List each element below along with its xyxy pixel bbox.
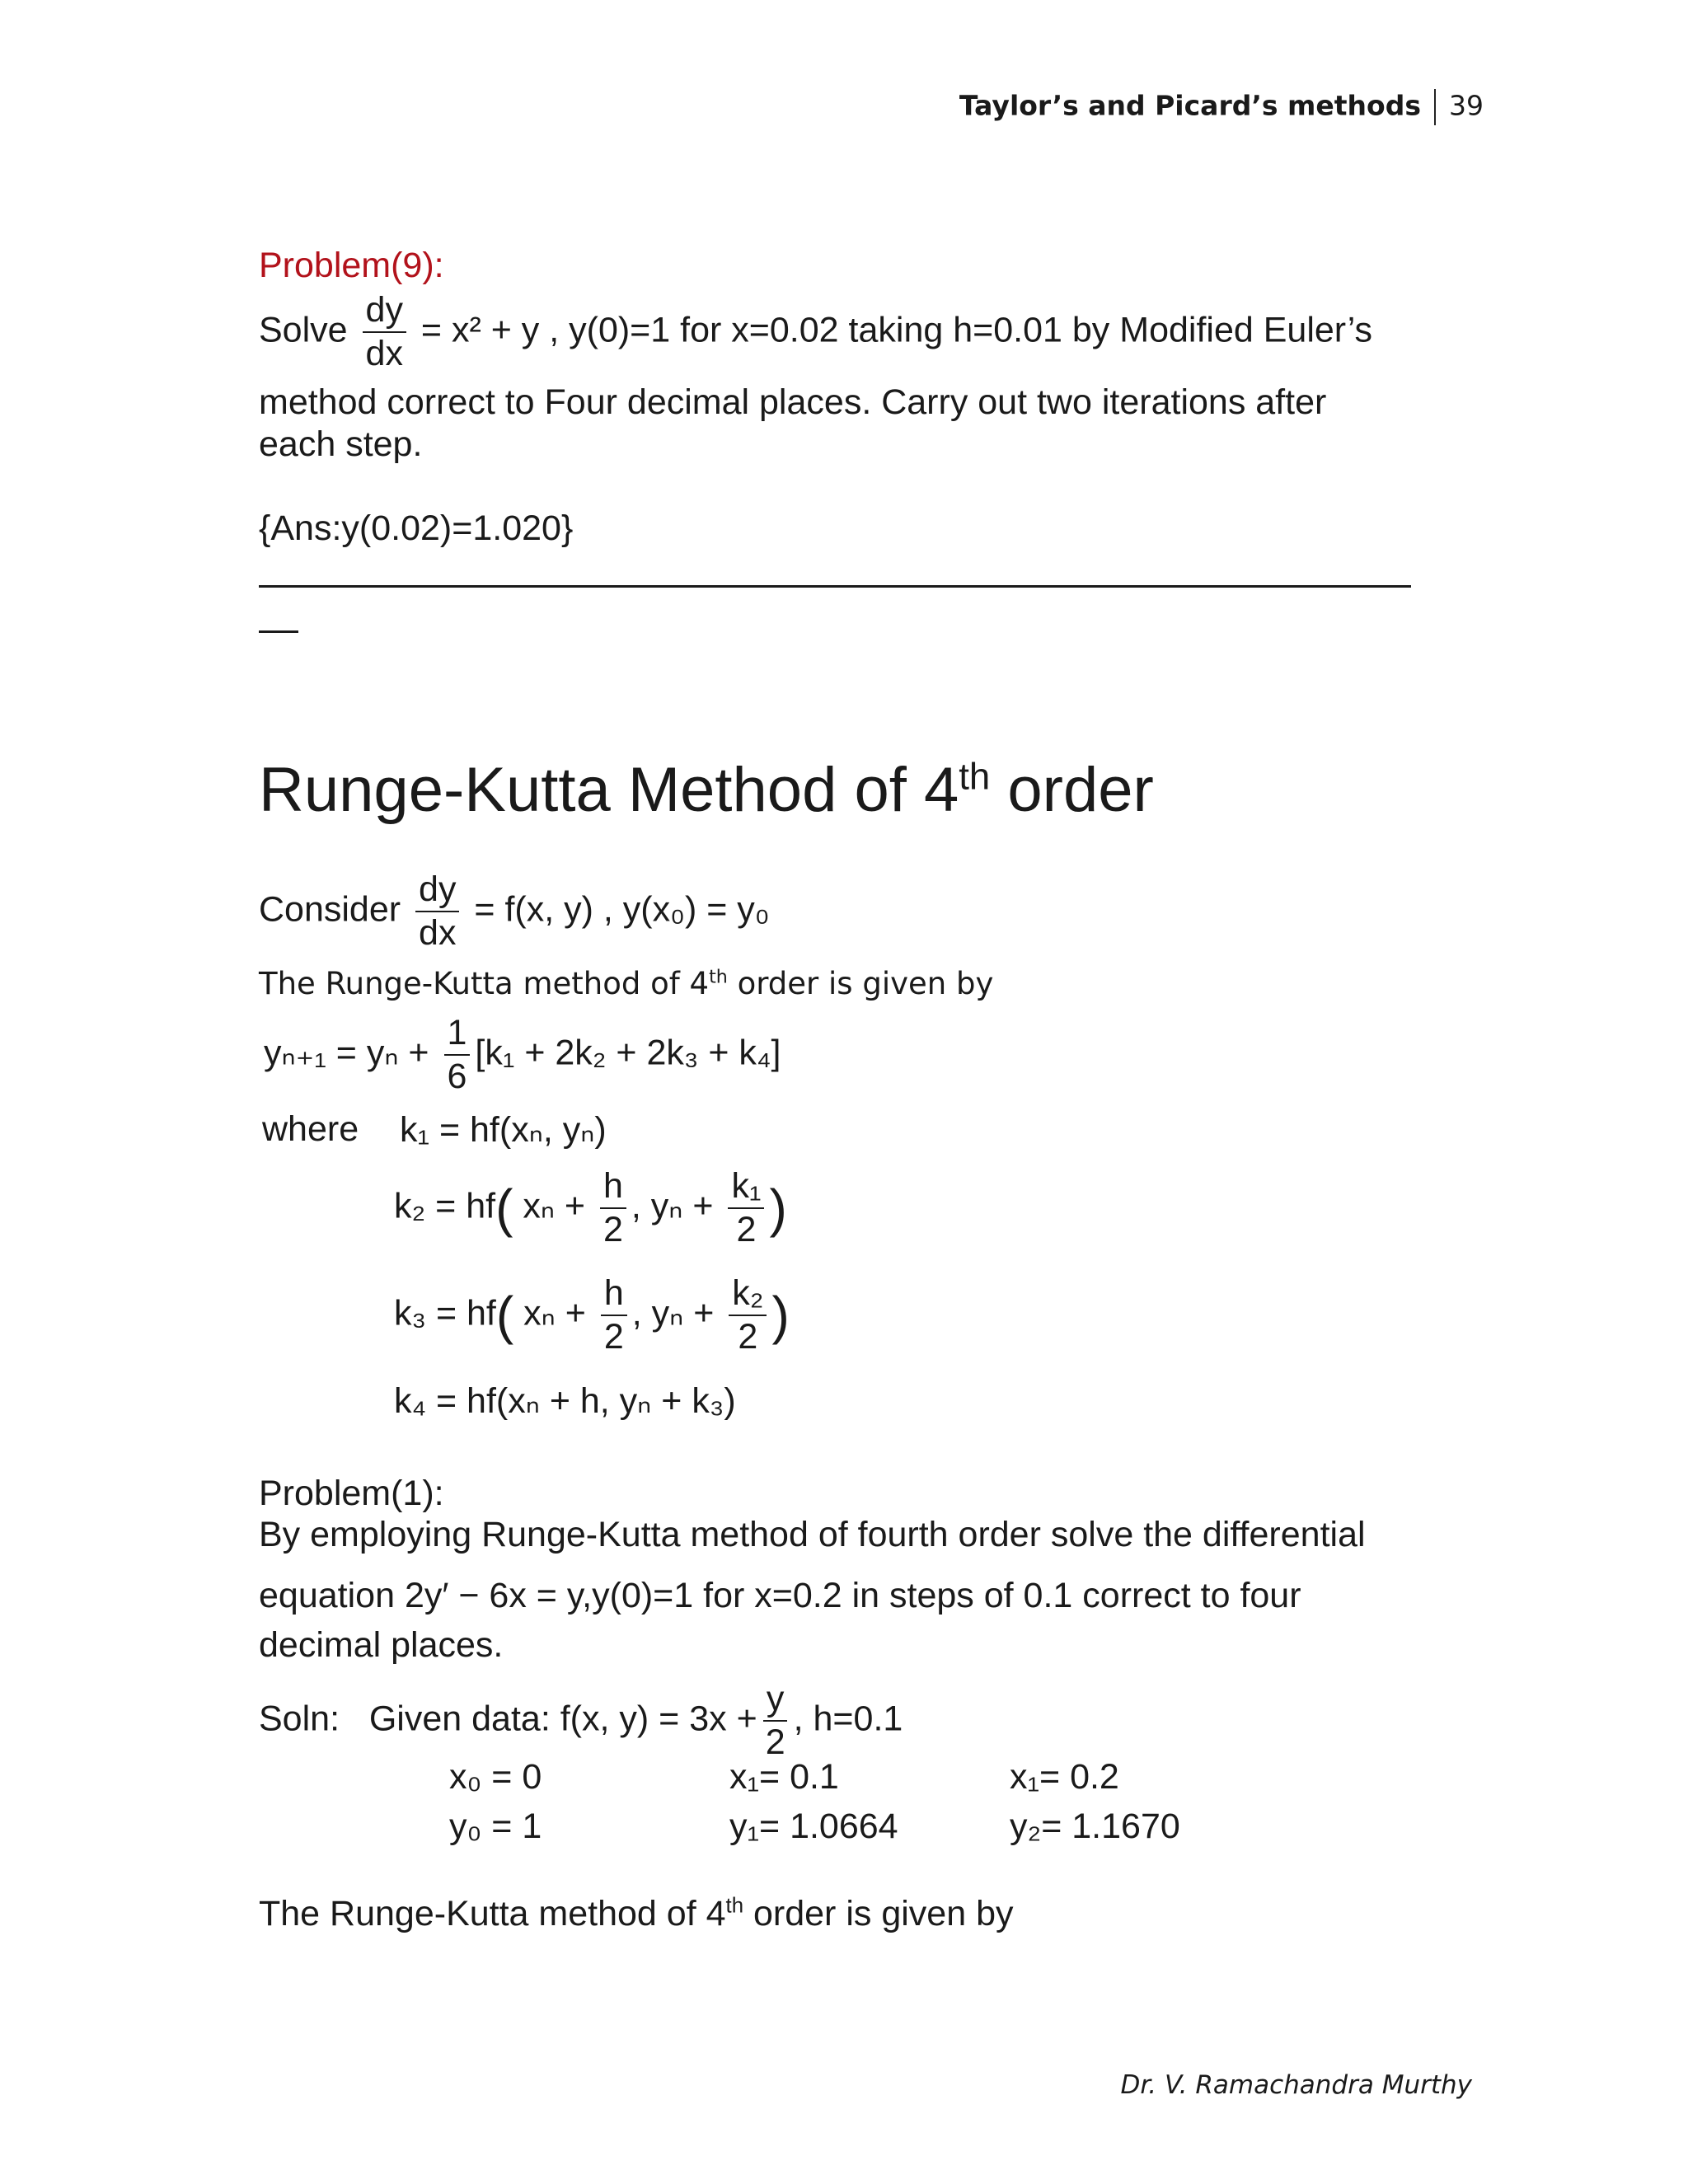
k2-formula (394, 1166, 787, 1249)
closing-superscript: th (725, 1894, 744, 1918)
function-lhs: f(x, y) = 3x + (560, 1699, 757, 1739)
value-x0: x₀ = 0 (449, 1757, 542, 1797)
problem-1-label: Problem(1): (259, 1474, 444, 1513)
fraction-denominator: 2 (738, 1317, 758, 1357)
problem-9-statement-line3: each step. (259, 424, 423, 464)
problem-1-line2 (259, 1576, 1301, 1616)
differential-equation: 2y′ − 6x = y (404, 1576, 583, 1615)
paren-close: ) (771, 1286, 790, 1345)
paren-open: ( (495, 1179, 513, 1238)
fraction-numerator: y (763, 1681, 788, 1722)
paren-open: ( (495, 1286, 514, 1345)
consider-fraction (415, 869, 459, 953)
rk-formula (264, 1015, 781, 1094)
consider-line (259, 869, 770, 953)
problem-9-statement-line2: method correct to Four decimal places. Carry out two iterations after (259, 382, 1327, 422)
fraction-denominator: dx (419, 913, 457, 953)
fraction-denominator: 2 (736, 1210, 757, 1249)
k2-over-2-fraction (729, 1273, 767, 1357)
heading-text: Runge-Kutta Method of 4 (259, 755, 959, 825)
intro-text: The Runge-Kutta method of 4 (259, 966, 710, 1001)
value-x1: x₁= 0.1 (729, 1757, 839, 1797)
problem-9-answer: {Ans:y(0.02)=1.020} (259, 509, 574, 548)
closing-line (259, 1894, 1013, 1934)
equation-rhs: = x² + y , y(0)=1 for x=0.02 taking h=0.01 by Modified Euler’s (420, 310, 1372, 350)
section-heading (259, 754, 1154, 826)
fraction-denominator: 6 (447, 1057, 467, 1096)
paren-close: ) (769, 1179, 787, 1238)
separator-rule-stub (259, 630, 298, 633)
heading-superscript: th (959, 755, 991, 798)
given-data-label: Given data: (368, 1699, 551, 1739)
value-x2: x₁= 0.2 (1010, 1757, 1119, 1797)
k3-formula (394, 1273, 790, 1357)
problem-1-line1: By employing Runge-Kutta method of fourth order solve the differential (259, 1515, 1366, 1554)
fraction-numerator: dy (415, 872, 459, 912)
method-intro (259, 966, 993, 1001)
fraction-numerator: h (600, 1169, 626, 1209)
k3-xn: xₙ + (523, 1293, 586, 1333)
fraction-denominator: 2 (603, 1210, 623, 1249)
closing-text: The Runge-Kutta method of 4 (259, 1894, 726, 1933)
fraction-denominator: dx (365, 334, 403, 373)
where-word: where (262, 1109, 359, 1149)
solve-word: Solve (259, 310, 348, 350)
fraction-numerator: k₂ (729, 1276, 767, 1316)
intro-suffix: order is given by (727, 966, 994, 1001)
derivative-fraction (363, 290, 406, 373)
header-title: Taylor’s and Picard’s methods (959, 89, 1421, 122)
equation-word: equation (259, 1576, 395, 1615)
k3-prefix: k₃ = hf (394, 1293, 496, 1333)
fraction-denominator: 2 (603, 1317, 624, 1357)
soln-label: Soln: (259, 1699, 340, 1739)
value-y2: y₂= 1.1670 (1010, 1807, 1180, 1846)
fraction-numerator: k₁ (728, 1169, 764, 1209)
consider-word: Consider (259, 889, 401, 930)
intro-superscript: th (709, 966, 728, 988)
page-number: 39 (1449, 89, 1484, 122)
separator-rule (259, 585, 1411, 588)
value-y1: y₁= 1.0664 (729, 1807, 898, 1846)
formula-lhs: yₙ₊₁ = yₙ + (264, 1033, 429, 1073)
page-header (959, 89, 1484, 125)
heading-suffix: order (990, 755, 1154, 825)
fraction-numerator: h (601, 1276, 627, 1316)
problem-9-label: Problem(9): (259, 246, 444, 285)
k1-formula: k₁ = hf(xₙ, yₙ) (400, 1110, 607, 1150)
formula-rhs: [k₁ + 2k₂ + 2k₃ + k₄] (475, 1033, 781, 1073)
h-over-2-fraction (600, 1166, 626, 1249)
header-divider (1434, 89, 1436, 125)
k2-prefix: k₂ = hf (394, 1186, 496, 1226)
consider-rhs: = f(x, y) , y(x₀) = y₀ (474, 889, 770, 930)
solution-given-line (259, 1681, 903, 1760)
step-size: , h=0.1 (793, 1699, 903, 1739)
footer-author: Dr. V. Ramachandra Murthy (1120, 2070, 1472, 2100)
closing-suffix: order is given by (743, 1894, 1014, 1933)
one-sixth-fraction (444, 1015, 471, 1094)
k2-xn: xₙ + (523, 1186, 586, 1226)
k3-yn: , yₙ + (631, 1293, 715, 1333)
fraction-numerator: 1 (444, 1015, 471, 1056)
y-over-2-fraction (762, 1681, 789, 1760)
problem-9-statement-line1 (259, 290, 1372, 373)
problem-1-line3: decimal places. (259, 1625, 504, 1665)
k4-formula: k₄ = hf(xₙ + h, yₙ + k₃) (394, 1381, 736, 1421)
problem-1-conditions: ,y(0)=1 for x=0.2 in steps of 0.1 correct to four (582, 1576, 1301, 1615)
fraction-denominator: 2 (765, 1722, 785, 1762)
k1-over-2-fraction (728, 1166, 764, 1249)
fraction-numerator: dy (363, 293, 406, 333)
k2-yn: , yₙ + (631, 1186, 714, 1226)
h-over-2-fraction (601, 1273, 627, 1357)
value-y0: y₀ = 1 (449, 1807, 542, 1846)
